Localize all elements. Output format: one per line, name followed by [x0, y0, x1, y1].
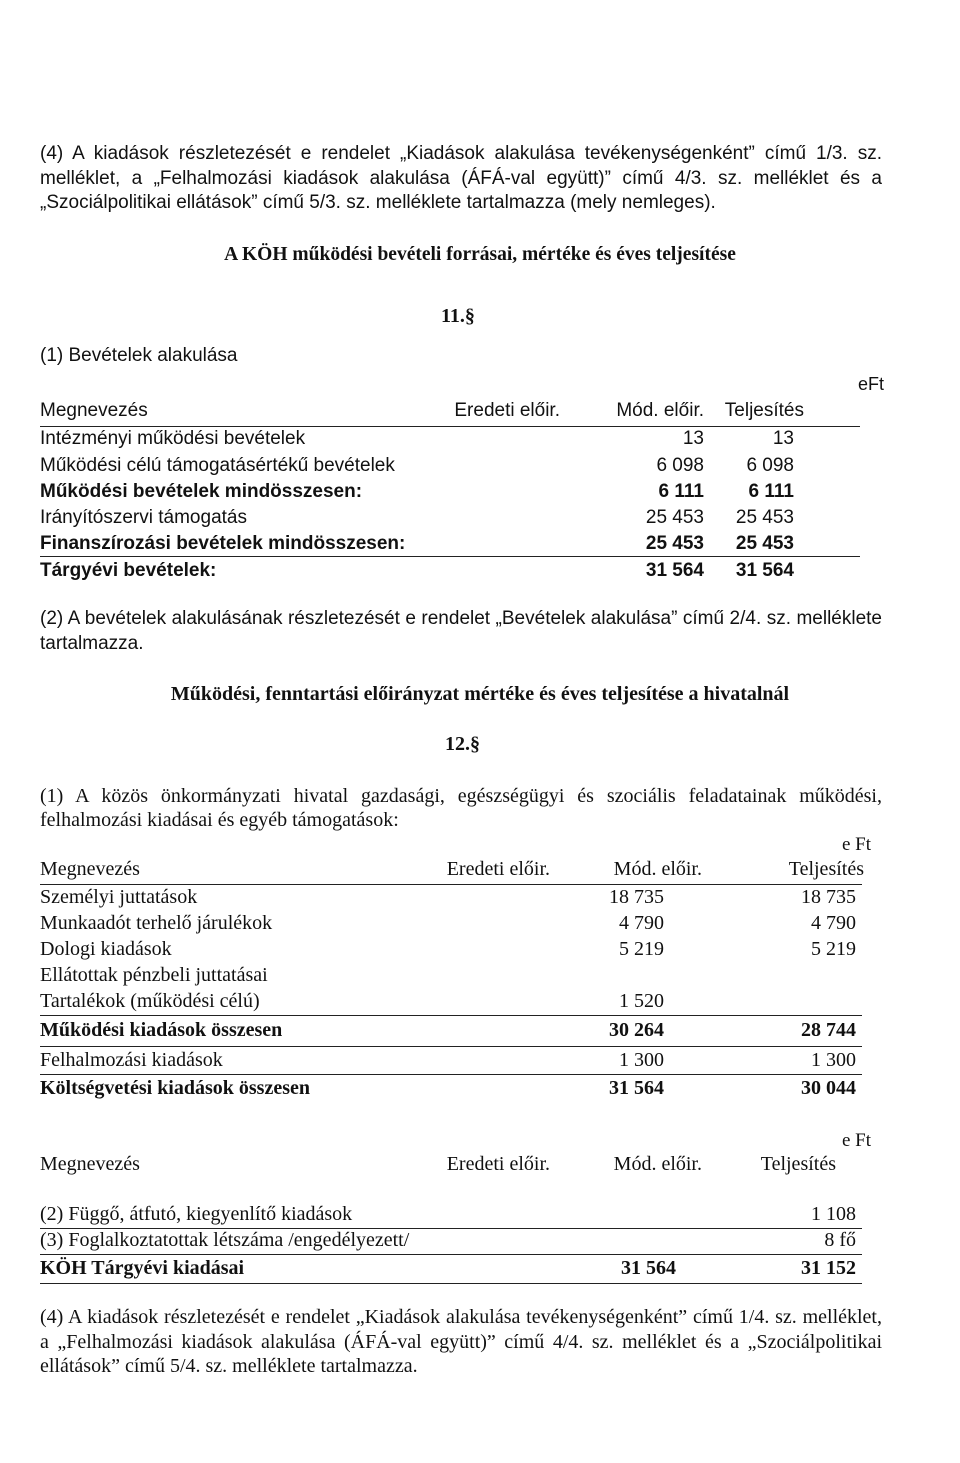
table-row [40, 1203, 860, 1229]
row-name: Intézményi működési bevételek [40, 428, 306, 449]
section12-table-header [40, 858, 864, 884]
section11-table-header [40, 400, 860, 426]
row-tel: 5 219 [811, 938, 856, 960]
table-rule [40, 1074, 862, 1075]
table-row [40, 964, 860, 990]
row-mod: 18 735 [609, 886, 664, 908]
table-rule [40, 1254, 862, 1255]
row-mod: 1 520 [619, 990, 664, 1012]
table-row [40, 455, 860, 481]
header-mod: Mód. előir. [613, 1153, 702, 1175]
row-mod: 31 564 [645, 560, 704, 581]
row-mod: 13 [682, 428, 704, 449]
section11-heading: A KÖH működési bevételi forrásai, mértéke és éves teljesítése [224, 244, 736, 265]
header-name: Megnevezés [40, 858, 140, 880]
table-row [40, 990, 860, 1016]
header-name: Megnevezés [40, 1153, 140, 1175]
row-name: Ellátottak pénzbeli juttatásai [40, 964, 268, 986]
row-tel: 31 564 [735, 560, 794, 581]
table-row [40, 1229, 860, 1255]
header-tel: Teljesítés [724, 400, 804, 421]
row-mod: 6 098 [656, 455, 704, 476]
table-row [40, 481, 860, 507]
table-row [40, 1049, 860, 1075]
row-name: Költségvetési kiadások összesen [40, 1077, 310, 1099]
row-tel: 13 [772, 428, 794, 449]
row-mod: 5 219 [619, 938, 664, 960]
row-mod: 1 300 [619, 1049, 664, 1071]
header-mod: Mód. előir. [616, 400, 704, 421]
header-orig: Eredeti előir. [446, 858, 550, 880]
table2-header [40, 1153, 860, 1179]
row-tel: 6 111 [748, 481, 794, 502]
row-name: Tartalékok (működési célú) [40, 990, 260, 1012]
row-name: (2) Függő, átfutó, kiegyenlítő kiadások [40, 1203, 353, 1225]
row-mod: 25 453 [645, 533, 704, 554]
intro-paragraph: (4) A kiadások részletezését e rendelet „Kiadások alakulása tevékenységenként” című 1/3. sz. melléklet, a „Felhalmozási kiadások alakulása (ÁFÁ-val együtt)” című 4/3. sz. melléklet és a „Szociálpolitikai ellátások” című 5/3. sz. melléklete tartalmazza (mely nemleges). [40, 143, 882, 213]
row-mod: 30 264 [609, 1019, 664, 1041]
row-mod: 4 790 [619, 912, 664, 934]
header-tel: Teljesítés [760, 1153, 836, 1175]
row-tel: 31 152 [801, 1257, 856, 1279]
table-rule [40, 1015, 862, 1016]
row-tel: 30 044 [801, 1077, 856, 1099]
table-rule [40, 1283, 862, 1284]
row-mod: 31 564 [621, 1257, 676, 1279]
row-name: Tárgyévi bevételek: [40, 560, 217, 581]
row-tel: 4 790 [811, 912, 856, 934]
section12-paragraph-mark: 12.§ [445, 733, 480, 755]
header-name: Megnevezés [40, 400, 148, 421]
row-name: Működési célú támogatásértékű bevételek [40, 455, 395, 476]
table-row [40, 507, 860, 533]
row-name: Irányítószervi támogatás [40, 507, 247, 528]
section11-note: (2) A bevételek alakulásának részletezését e rendelet „Bevételek alakulása” című 2/4. sz. melléklete tartalmazza. [40, 608, 882, 654]
header-orig: Eredeti előir. [446, 1153, 550, 1175]
row-mod: 6 111 [658, 481, 704, 502]
section11-unit: eFt [858, 374, 885, 394]
row-tel: 1 108 [811, 1203, 856, 1225]
header-orig: Eredeti előir. [454, 400, 560, 421]
table-rule [40, 426, 860, 427]
table-rule [40, 1046, 862, 1047]
row-tel: 8 fő [824, 1229, 856, 1251]
row-mod: 31 564 [609, 1077, 664, 1099]
table-row [40, 886, 860, 912]
row-name: Finanszírozási bevételek mindösszesen: [40, 533, 406, 554]
row-name: Működési kiadások összesen [40, 1019, 283, 1041]
row-tel: 18 735 [801, 886, 856, 908]
row-tel: 25 453 [735, 507, 794, 528]
row-name: (3) Foglalkoztatottak létszáma /engedélyezett/ [40, 1229, 410, 1251]
row-tel: 25 453 [735, 533, 794, 554]
table-row [40, 560, 860, 586]
row-name: Dologi kiadások [40, 938, 172, 960]
row-tel: 1 300 [811, 1049, 856, 1071]
row-tel: 6 098 [746, 455, 794, 476]
header-mod: Mód. előir. [613, 858, 702, 880]
table-rule [40, 884, 862, 885]
table-row [40, 428, 860, 454]
section12-intro: (1) A közös önkormányzati hivatal gazdasági, egészségügyi és szociális feladatainak működési, felhalmozási kiadásai és egyéb támogatások: [40, 785, 882, 831]
section12-heading: Működési, fenntartási előirányzat mértéke és éves teljesítése a hivatalnál [170, 683, 790, 705]
row-name: Munkaadót terhelő járulékok [40, 912, 273, 934]
section11-paragraph-mark: 11.§ [441, 305, 475, 327]
section11-subtitle: (1) Bevételek alakulása [40, 345, 238, 366]
header-tel: Teljesítés [788, 858, 864, 880]
row-tel: 28 744 [801, 1019, 856, 1041]
row-name: KÖH Tárgyévi kiadásai [40, 1257, 245, 1279]
table-rule [40, 556, 860, 557]
table-row [40, 912, 860, 938]
table-row [40, 1257, 860, 1283]
row-name: Személyi juttatások [40, 886, 198, 908]
row-mod: 25 453 [645, 507, 704, 528]
row-name: Működési bevételek mindösszesen: [40, 481, 363, 502]
table-row [40, 1019, 860, 1045]
closing-paragraph: (4) A kiadások részletezését e rendelet „Kiadások alakulása tevékenységenként” című 1/4. sz. melléklet, a „Felhalmozási kiadások alakulása (ÁFÁ-val együtt)” című 4/4. sz. melléklet és a „Szociálpolitikai ellátások” című 5/4. sz. melléklete tartalmazza. [40, 1306, 882, 1377]
section12-unit: e Ft [842, 834, 872, 855]
row-name: Felhalmozási kiadások [40, 1049, 223, 1071]
table-row [40, 938, 860, 964]
table-row [40, 1077, 860, 1103]
table2-unit: e Ft [842, 1130, 872, 1151]
